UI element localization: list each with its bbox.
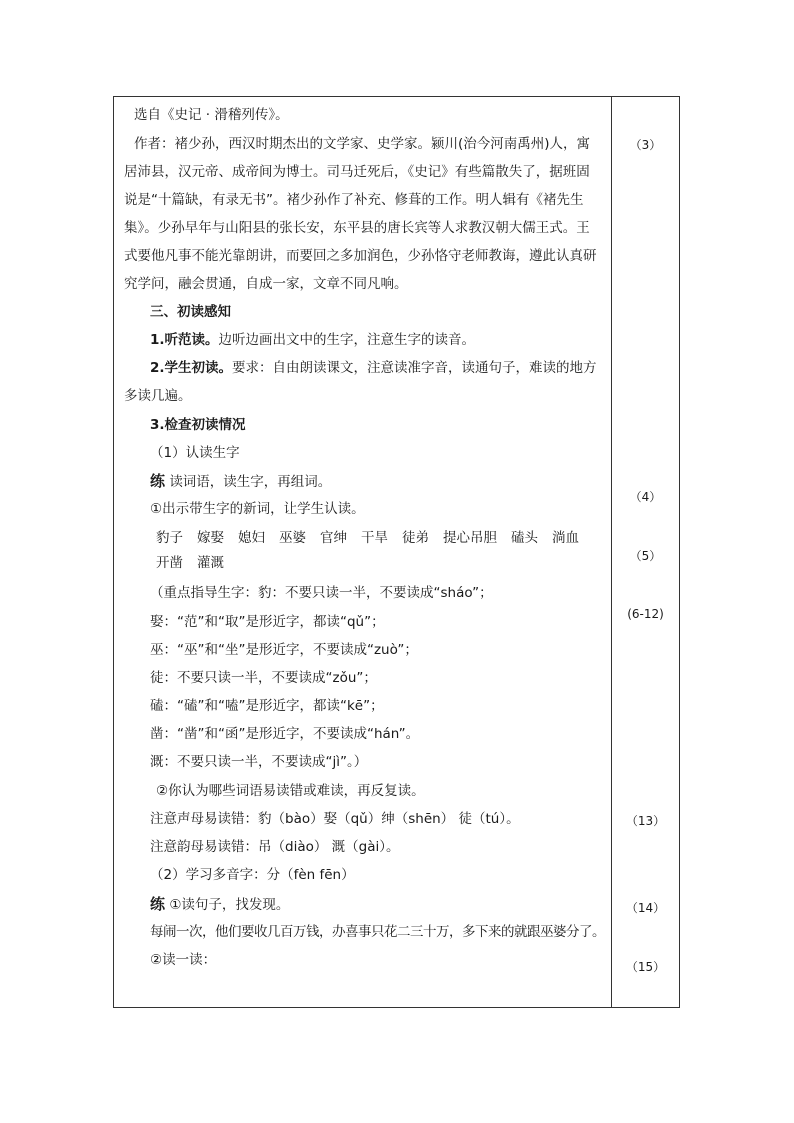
slide-number: （3） xyxy=(629,138,662,152)
text-line: 多读几遍。 xyxy=(124,388,192,404)
word-item: 淌血 xyxy=(552,530,579,546)
word-item: 嫁娶 xyxy=(197,530,224,546)
section-heading: 三、初读感知 xyxy=(150,304,231,320)
slide-number: （15） xyxy=(625,960,666,974)
word-item: 干旱 xyxy=(361,530,388,546)
slide-number: （4） xyxy=(629,490,662,504)
text-line xyxy=(150,358,597,378)
text-line: 溉：不要只读一半，不要读成“jì”。） xyxy=(150,754,368,770)
step-heading: 3.检查初读情况 xyxy=(150,417,246,433)
text-line: 式要他凡事不能光靠朗讲，而要回之多加润色，少孙恪守老师教诲，遵此认真研 xyxy=(124,248,597,264)
text-line: 居沛县，汉元帝、成帝间为博士。司马迁死后，《史记》有些篇散失了，据班固 xyxy=(124,164,590,180)
word-item: 官绅 xyxy=(320,530,347,546)
slide-number: (6-12) xyxy=(627,607,664,621)
word-list xyxy=(156,528,593,548)
word-item: 徒弟 xyxy=(402,530,429,546)
text-line: （2）学习多音字：分（fèn fēn） xyxy=(150,867,355,883)
slide-number: （13） xyxy=(625,814,666,828)
step-text: 边听边画出文中的生字，注意生字的读音。 xyxy=(218,332,476,348)
slide-number: （5） xyxy=(629,549,662,563)
note-column xyxy=(612,97,679,1007)
text-line: 凿：“凿”和“函”是形近字，不要读成“hán”。 xyxy=(150,726,420,742)
word-list xyxy=(156,553,238,573)
text-line: 娶：“范”和“取”是形近字，都读“qǔ”； xyxy=(150,614,385,630)
text-line: （重点指导生字：豹：不要只读一半，不要读成“sháo”； xyxy=(150,585,493,601)
lesson-plan-table xyxy=(113,96,680,1008)
text-line: 选自《史记 · 滑稽列传》。 xyxy=(134,107,289,123)
word-item: 巫婆 xyxy=(279,530,306,546)
word-item: 灌溉 xyxy=(197,555,224,571)
slide-number: （14） xyxy=(625,901,666,915)
main-content-column xyxy=(114,97,611,1007)
word-item: 提心吊胆 xyxy=(443,530,497,546)
step-text: 要求：自由朗读课文，注意读准字音，读通句子，难读的地方 xyxy=(232,360,597,376)
text-line: 作者：褚少孙，西汉时期杰出的文学家、史学家。颍川(治今河南禹州)人，寓 xyxy=(134,136,591,152)
text-line xyxy=(150,471,331,492)
practice-text: 读词语，读生字，再组词。 xyxy=(169,474,332,490)
text-line: 每闹一次，他们要收几百万钱，办喜事只花二三十万，多下来的就跟巫婆分了。 xyxy=(150,924,605,940)
text-line: ②读一读： xyxy=(150,952,217,968)
word-item: 豹子 xyxy=(156,530,183,546)
practice-text: ①读句子，找发现。 xyxy=(169,897,290,913)
text-line xyxy=(150,894,289,915)
practice-mark: 练 xyxy=(150,472,166,490)
text-line: 巫：“巫”和“坐”是形近字，不要读成“zuò”； xyxy=(150,642,418,658)
text-line: 注意韵母易读错：吊（diào） 溉（gài）。 xyxy=(150,839,400,855)
step-label: 2.学生初读。 xyxy=(150,360,233,376)
step-label: 1.听范读。 xyxy=(150,332,219,348)
text-line: 说是“十篇缺，有录无书”。褚少孙作了补充、修葺的工作。明人辑有《褚先生 xyxy=(124,192,584,208)
text-line: 徒：不要只读一半，不要读成“zǒu”； xyxy=(150,670,377,686)
text-line: 究学问，融会贯通，自成一家，文章不同凡响。 xyxy=(124,276,408,292)
text-line: 集》。少孙早年与山阳县的张长安，东平县的唐长宾等人求教汉朝大儒王式。王 xyxy=(124,220,590,236)
text-line: （1）认读生字 xyxy=(150,445,240,461)
text-line: ②你认为哪些词语易读错或难读，再反复读。 xyxy=(156,783,425,799)
text-line: 注意声母易读错：豹（bào）娶（qǔ）绅（shēn） 徒（tú）。 xyxy=(150,811,520,827)
text-line: ①出示带生字的新词，让学生认读。 xyxy=(150,501,365,517)
word-item: 磕头 xyxy=(511,530,538,546)
text-line xyxy=(150,330,475,350)
word-item: 媳妇 xyxy=(238,530,265,546)
text-line: 磕：“磕”和“嗑”是形近字，都读“kē”； xyxy=(150,698,384,714)
word-item: 开凿 xyxy=(156,555,183,571)
practice-mark: 练 xyxy=(150,895,166,913)
